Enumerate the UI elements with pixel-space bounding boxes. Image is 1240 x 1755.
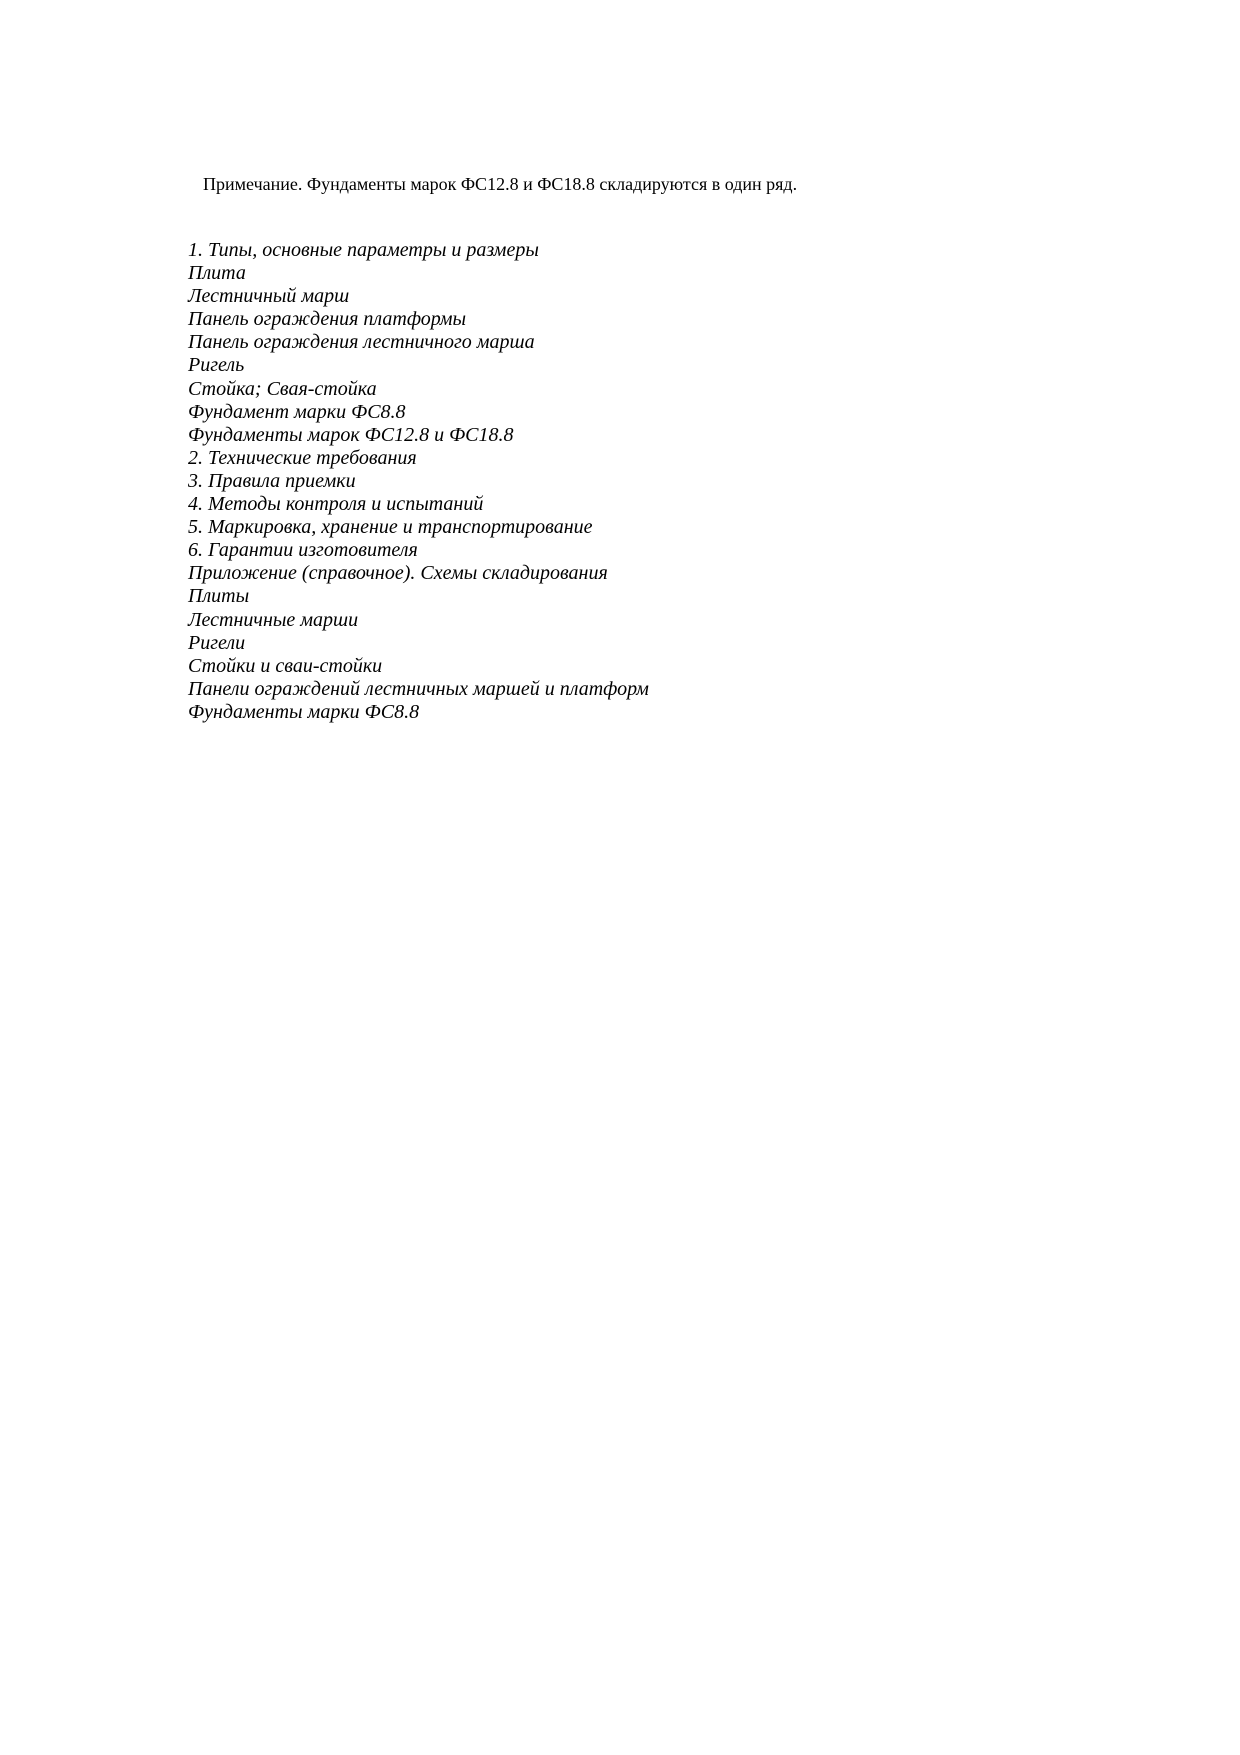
toc-item: Лестничный марш xyxy=(188,285,350,308)
toc-item: Панель ограждения платформы xyxy=(188,308,467,331)
toc-item: Стойки и сваи-стойки xyxy=(188,654,383,677)
toc-item: Плита xyxy=(188,262,246,285)
toc-item: 4. Методы контроля и испытаний xyxy=(188,493,484,516)
toc-item: Плиты xyxy=(188,585,250,608)
toc-item: Ригель xyxy=(188,354,245,377)
toc-item: 5. Маркировка, хранение и транспортирование xyxy=(188,516,593,539)
toc-item: Фундамент марки ФС8.8 xyxy=(188,400,406,423)
table-of-contents xyxy=(188,239,649,724)
toc-item: Приложение (справочное). Схемы складирования xyxy=(188,562,608,585)
toc-item: 1. Типы, основные параметры и размеры xyxy=(188,239,539,261)
toc-item: Ригели xyxy=(188,631,246,654)
toc-item: 6. Гарантии изготовителя xyxy=(188,539,418,562)
toc-item: Лестничные марши xyxy=(188,608,359,631)
toc-item: Панель ограждения лестничного марша xyxy=(188,331,535,354)
toc-item: Фундаменты марок ФС12.8 и ФС18.8 xyxy=(188,423,514,446)
toc-item: Стойка; Свая-стойка xyxy=(188,377,377,400)
toc-item: 3. Правила приемки xyxy=(188,469,356,492)
toc-item: Панели ограждений лестничных маршей и платформ xyxy=(188,677,649,700)
toc-item: 2. Технические требования xyxy=(188,446,417,469)
toc-item: Фундаменты марки ФС8.8 xyxy=(188,700,420,723)
note-paragraph: Примечание. Фундаменты марок ФС12.8 и ФС18.8 складируются в один ряд. xyxy=(203,174,798,194)
